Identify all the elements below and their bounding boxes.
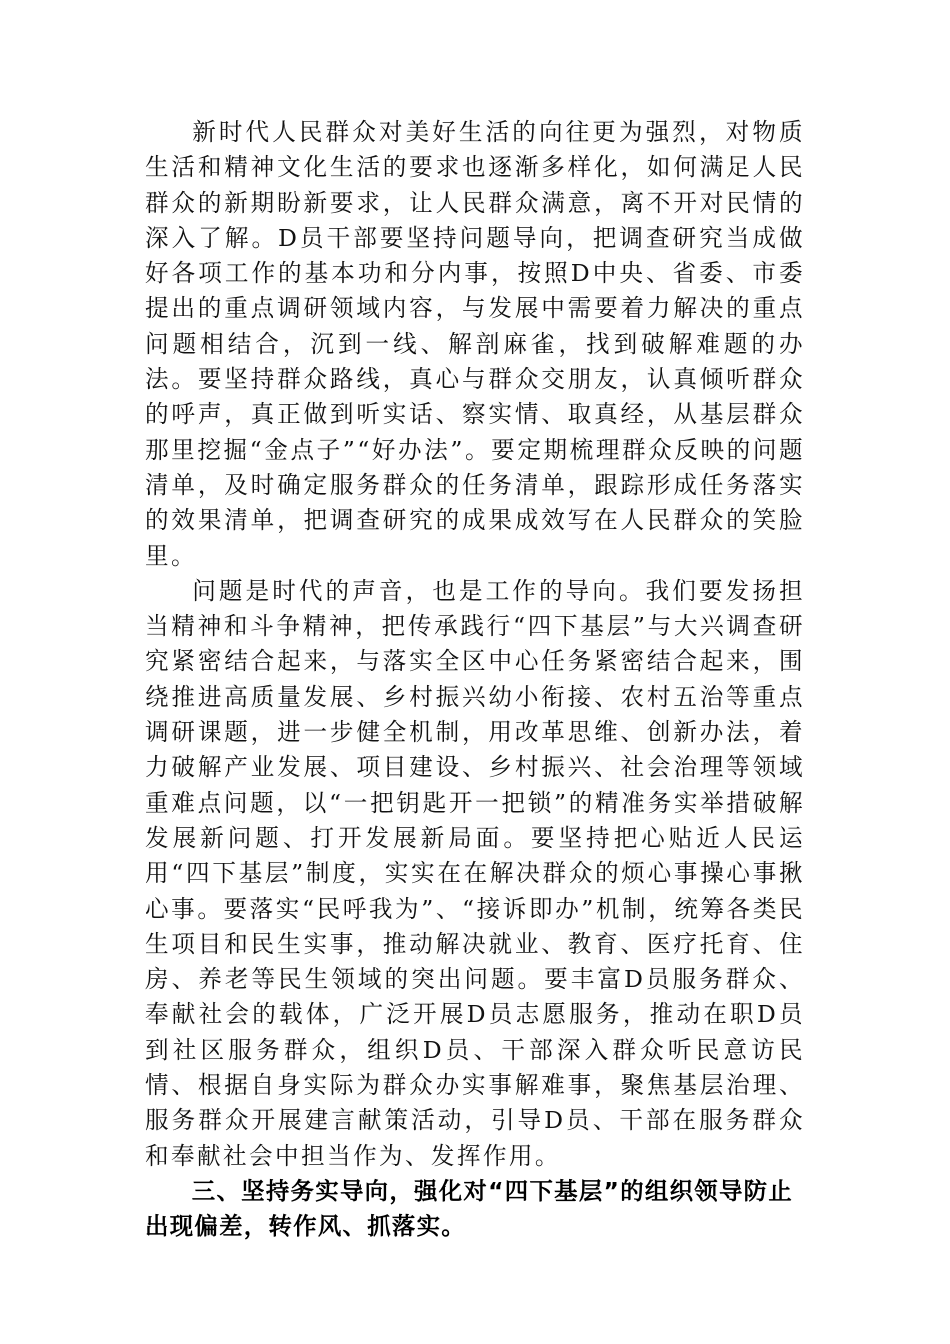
body-paragraph-2: 问题是时代的声音，也是工作的导向。我们要发扬担当精神和斗争精神，把传承践行“四下基层”与大兴调查研究紧密结合起来，与落实全区中心任务紧密结合起来，围绕推进高质量发展、乡村振兴幼小衔接、农村五治等重点调研课题，进一步健全机制，用改革思维、创新办法，着力破解产业发展、项目建设、乡村振兴、社会治理等领域重难点问题，以“一把钥匙开一把锁”的精准务实举措破解发展新问题、打开发展新局面。要坚持把心贴近人民运用“四下基层”制度，实实在在解决群众的烦心事操心事揪心事。要落实“民呼我为”、“接诉即办”机制，统筹各类民生项目和民生实事，推动解决就业、教育、医疗托育、住房、养老等民生领域的突出问题。要丰富D员服务群众、奉献社会的载体，广泛开展D员志愿服务，推动在职D员到社区服务群众，组织D员、干部深入群众听民意访民情、根据自身实际为群众办实事解难事，聚焦基层治理、服务群众开展建言献策活动，引导D员、干部在服务群众和奉献社会中担当作为、发挥作用。 — [145, 576, 805, 1170]
body-paragraph-1: 新时代人民群众对美好生活的向往更为强烈，对物质生活和精神文化生活的要求也逐渐多样化，如何满足人民群众的新期盼新要求，让人民群众满意，离不开对民情的深入了解。D员干部要坚持问题导向，把调查研究当成做好各项工作的基本功和分内事，按照D中央、省委、市委提出的重点调研领域内容，与发展中需要着力解决的重点问题相结合，沉到一线、解剖麻雀，找到破解难题的办法。要坚持群众路线，真心与群众交朋友，认真倾听群众的呼声，真正做到听实话、察实情、取真经，从基层群众那里挖掘“金点子”“好办法”。要定期梳理群众反映的问题清单，及时确定服务群众的任务清单，跟踪形成任务落实的效果清单，把调查研究的成果成效写在人民群众的笑脸里。 — [145, 118, 805, 570]
document-body — [145, 115, 805, 1245]
section-heading-3: 三、坚持务实导向，强化对“四下基层”的组织领导防止出现偏差，转作风、抓落实。 — [145, 1176, 794, 1241]
